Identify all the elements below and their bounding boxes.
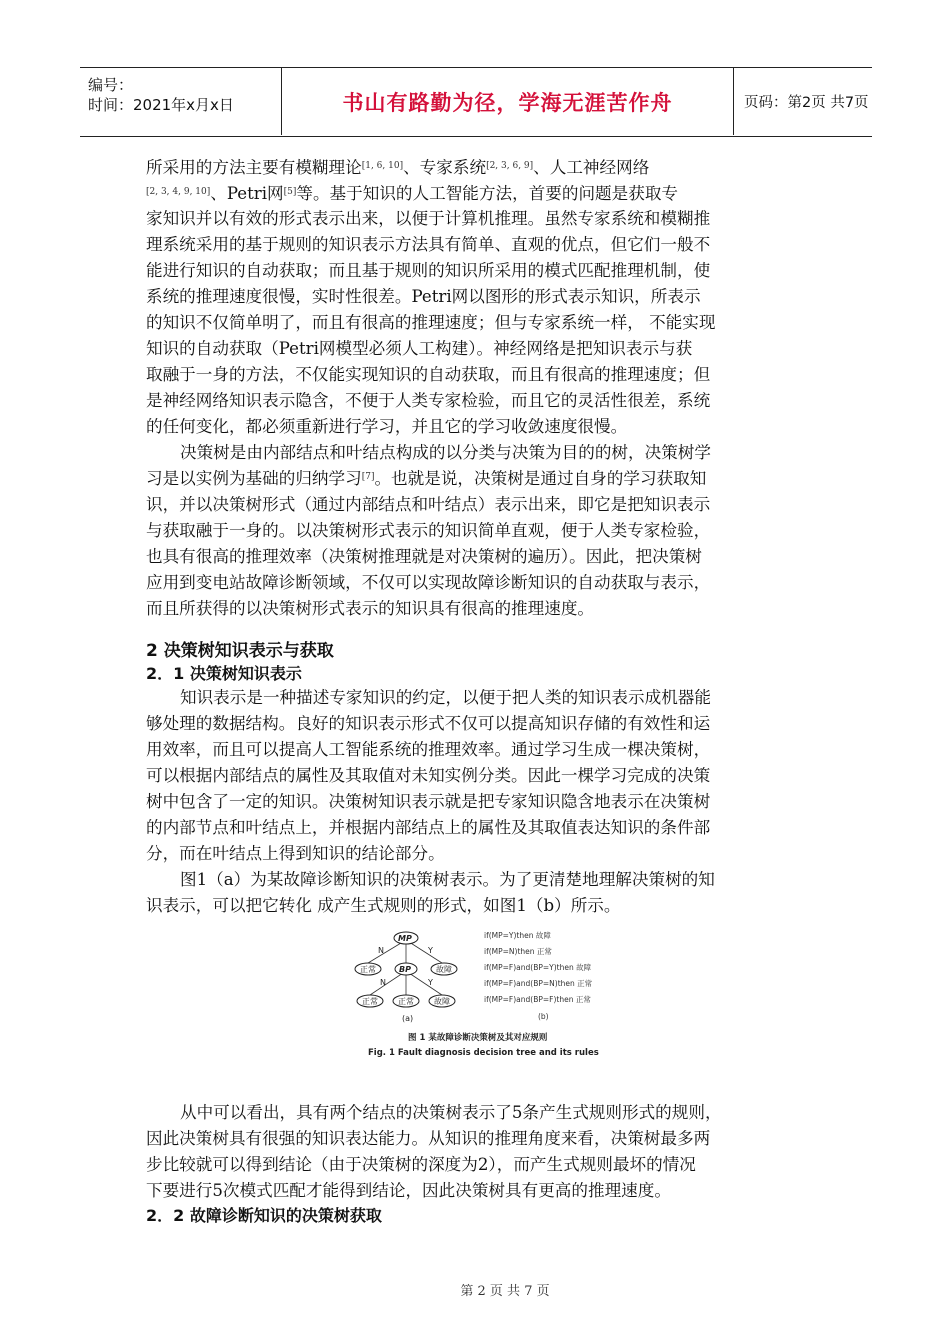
node-label: 故障 xyxy=(434,997,450,1006)
paragraph-line: [2, 3, 4, 9, 10]、Petri网[5]等。基于知识的人工智能方法，首要的问题是获取专 xyxy=(146,184,679,203)
header-motto-cell xyxy=(282,68,734,135)
paragraph-line: 知识的自动获取（Petri网模型必须人工构建）。神经网络是把知识表示与获 xyxy=(146,339,693,358)
rule-line: if(MP=F)and(BP=F)then 正常 xyxy=(484,995,591,1004)
subsection-heading: 2．1 决策树知识表示 xyxy=(146,664,302,683)
edge-label-n: N xyxy=(380,978,386,987)
paragraph-line: 图1（a）为某故障诊断知识的决策树表示。为了更清楚地理解决策树的知 xyxy=(180,870,715,889)
paragraph-line: 是神经网络知识表示隐含，不便于人类专家检验，而且它的灵活性很差，系统 xyxy=(146,391,711,410)
paragraph-line: 能进行知识的自动获取；而且基于规则的知识所采用的模式匹配推理机制，使 xyxy=(146,261,711,280)
header-page-cell xyxy=(734,68,872,135)
paragraph-line: 够处理的数据结构。良好的知识表示形式不仅可以提高知识存储的有效性和运 xyxy=(146,714,711,733)
subfigure-label-a: (a) xyxy=(402,1014,414,1023)
paragraph-line: 从中可以看出，具有两个结点的决策树表示了5条产生式规则形式的规则， xyxy=(180,1103,722,1122)
section-heading: 2 决策树知识表示与获取 xyxy=(146,641,334,661)
paragraph-line: 的内部节点和叶结点上，并根据内部结点上的属性及其取值表达知识的条件部 xyxy=(146,818,711,837)
paragraph-line: 步比较就可以得到结论（由于决策树的深度为2），而产生式规则最坏的情况 xyxy=(146,1155,696,1174)
paragraph-line: 取融于一身的方法，不仅能实现知识的自动获取，而且有很高的推理速度；但 xyxy=(146,365,711,384)
figure-caption-en: Fig. 1 Fault diagnosis decision tree and its rules xyxy=(368,1048,599,1058)
subsection-heading: 2．2 故障诊断知识的决策树获取 xyxy=(146,1206,382,1225)
paragraph-line: 因此决策树具有很强的知识表达能力。从知识的推理角度来看，决策树最多两 xyxy=(146,1129,711,1148)
paragraph-line: 而且所获得的以决策树形式表示的知识具有很高的推理速度。 xyxy=(146,599,595,618)
citation: [7] xyxy=(361,472,375,482)
decision-tree xyxy=(355,932,457,1023)
node-label: 正常 xyxy=(398,997,414,1006)
paragraph-line: 系统的推理速度很慢，实时性很差。Petri网以图形的形式表示知识，所表示 xyxy=(146,287,701,306)
production-rules xyxy=(484,930,593,1021)
paragraph-line: 应用到变电站故障诊断领域，不仅可以实现故障诊断知识的自动获取与表示， xyxy=(146,573,711,592)
paragraph-line: 也具有很高的推理效率（决策树推理就是对决策树的遍历）。因此，把决策树 xyxy=(146,547,702,566)
page-code: 页码：第2页 共7页 xyxy=(744,95,869,111)
paragraph-line: 知识表示是一种描述专家知识的约定，以便于把人类的知识表示成机器能 xyxy=(180,688,711,707)
subfigure-label-b: (b) xyxy=(538,1012,549,1021)
paragraph-line: 理系统采用的基于规则的知识表示方法具有简单、直观的优点，但它们一般不 xyxy=(146,235,711,254)
edge-label-y: Y xyxy=(428,946,433,955)
serial-label: 编号： xyxy=(88,76,134,94)
node-label: MP xyxy=(398,934,412,943)
rule-line: if(MP=F)and(BP=Y)then 故障 xyxy=(484,963,592,972)
figure-decision-tree xyxy=(338,925,618,1065)
figure-caption-cn: 图 1 某故障诊断决策树及其对应规则 xyxy=(408,1033,548,1043)
node-label: BP xyxy=(399,965,411,974)
paragraph-line: 树中包含了一定的知识。决策树知识表示就是把专家知识隐含地表示在决策树 xyxy=(146,792,711,811)
paragraph-line: 的知识不仅简单明了，而且有很高的推理速度；但与专家系统一样， 不能实现 xyxy=(146,313,716,332)
page-header xyxy=(80,67,872,137)
paragraph-line: 所采用的方法主要有模糊理论[1, 6, 10]、专家系统[2, 3, 6, 9]、人工神经网络 xyxy=(146,158,650,177)
citation: [5] xyxy=(283,187,297,197)
rule-line: if(MP=F)and(BP=N)then 正常 xyxy=(484,979,593,988)
paragraph-line: 与获取融于一身的。以决策树形式表示的知识简单直观，便于人类专家检验， xyxy=(146,521,711,540)
header-meta-cell xyxy=(80,68,282,135)
paragraph-line: 用效率，而且可以提高人工智能系统的推理效率。通过学习生成一棵决策树， xyxy=(146,740,711,759)
edge-label-n: N xyxy=(378,946,384,955)
citation: [2, 3, 4, 9, 10] xyxy=(146,187,211,197)
paragraph-line: 分，而在叶结点上得到知识的结论部分。 xyxy=(146,844,445,863)
paragraph-line: 识表示，可以把它转化 成产生式规则的形式，如图1（b）所示。 xyxy=(146,896,621,915)
page-footer: 第 2 页 共 7 页 xyxy=(460,1284,550,1299)
paragraph-line: 的任何变化，都必须重新进行学习，并且它的学习收敛速度很慢。 xyxy=(146,417,628,436)
motto: 书山有路勤为径，学海无涯苦作舟 xyxy=(342,90,673,115)
paragraph-line: 家知识并以有效的形式表示出来，以便于计算机推理。虽然专家系统和模糊推 xyxy=(146,209,711,228)
rule-line: if(MP=Y)then 故障 xyxy=(484,931,551,940)
node-label: 正常 xyxy=(362,997,378,1006)
rule-line: if(MP=N)then 正常 xyxy=(484,947,552,956)
paragraph-line: 下要进行5次模式匹配才能得到结论，因此决策树具有更高的推理速度。 xyxy=(146,1181,671,1200)
time-label: 时间：2021年x月x日 xyxy=(88,96,234,114)
node-label: 正常 xyxy=(360,965,376,974)
paragraph-line: 可以根据内部结点的属性及其取值对未知实例分类。因此一棵学习完成的决策 xyxy=(146,766,711,785)
paragraph-line: 识，并以决策树形式（通过内部结点和叶结点）表示出来，即它是把知识表示 xyxy=(146,495,711,514)
paragraph-line: 决策树是由内部结点和叶结点构成的以分类与决策为目的的树，决策树学 xyxy=(180,443,711,462)
citation: [1, 6, 10] xyxy=(361,161,404,171)
node-label: 故障 xyxy=(436,965,452,974)
figure-svg xyxy=(338,925,618,1065)
paragraph-line: 习是以实例为基础的归纳学习[7]。也就是说，决策树是通过自身的学习获取知 xyxy=(146,469,707,488)
edge-label-y: Y xyxy=(428,978,433,987)
citation: [2, 3, 6, 9] xyxy=(486,161,534,171)
